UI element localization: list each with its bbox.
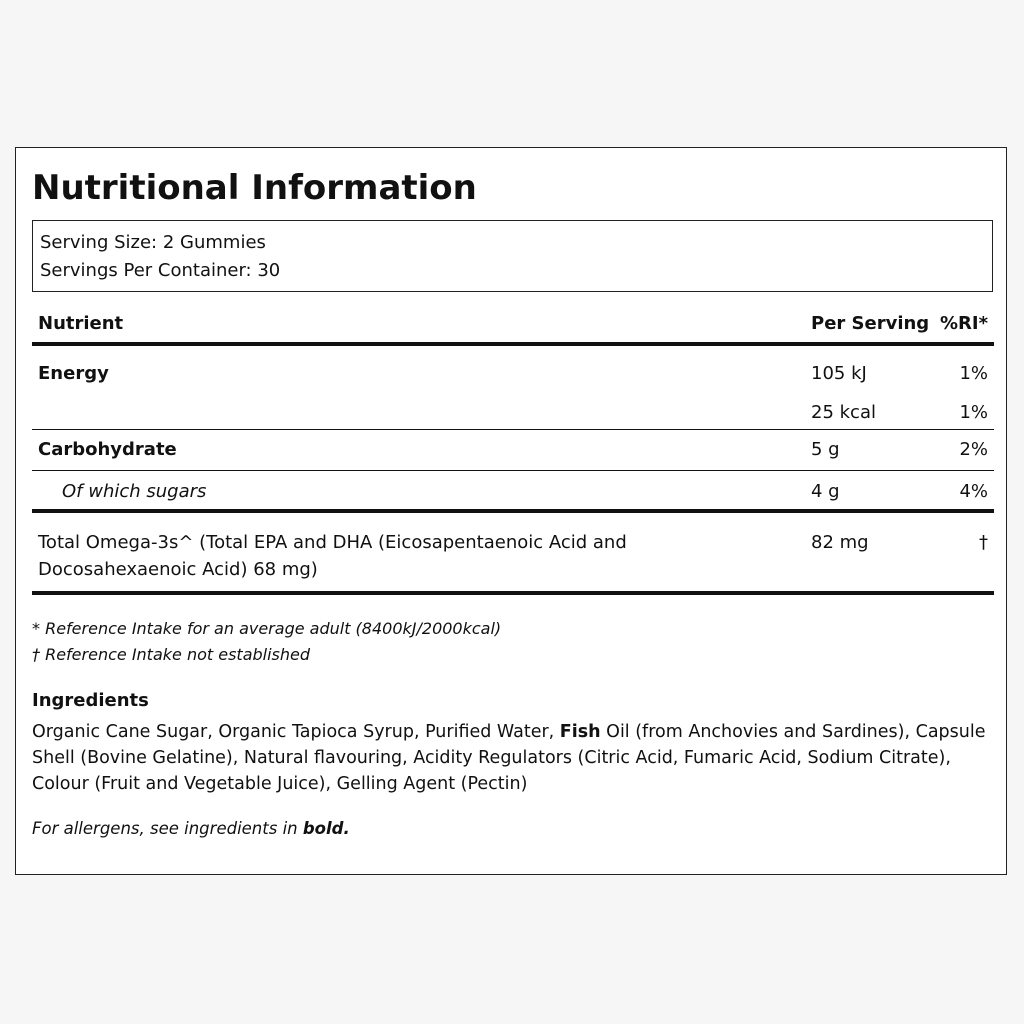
- table-row-omega: [32, 513, 994, 595]
- energy-kcal-ri: 1%: [959, 402, 988, 423]
- omega-ri: †: [979, 532, 988, 553]
- table-row-carbohydrate: [32, 430, 994, 471]
- allergen-note-bold: bold.: [302, 819, 350, 838]
- carbohydrate-label: Carbohydrate: [38, 439, 177, 460]
- omega-value: 82 mg: [811, 532, 869, 553]
- sugars-ri: 4%: [959, 481, 988, 502]
- footnote-not-established: † Reference Intake not established: [32, 645, 311, 664]
- ingredients-text: [32, 719, 997, 797]
- page-title: Nutritional Information: [32, 168, 477, 208]
- carbohydrate-value: 5 g: [811, 439, 840, 460]
- energy-kj-value: 105 kJ: [811, 363, 867, 384]
- table-row-sugars: [32, 471, 994, 513]
- footnote-ri: * Reference Intake for an average adult (8400kJ/2000kcal): [32, 619, 502, 638]
- energy-kj-ri: 1%: [959, 363, 988, 384]
- table-row-energy: [32, 346, 994, 430]
- serving-info-box: [32, 220, 993, 292]
- nutrition-panel: [15, 147, 1007, 875]
- footnotes: [32, 616, 501, 668]
- allergen-fish: Fish: [559, 722, 601, 742]
- omega-label: Total Omega-3s^ (Total EPA and DHA (Eicosapentaenoic Acid and Docosahexaenoic Acid) 68 mg): [38, 532, 627, 580]
- table-header-row: [32, 298, 994, 346]
- header-per-serving: Per Serving: [811, 313, 930, 334]
- ingredients-part-1: Organic Cane Sugar, Organic Tapioca Syrup, Purified Water,: [32, 722, 560, 742]
- header-ri: %RI*: [939, 313, 988, 334]
- ingredients-heading: Ingredients: [32, 690, 149, 711]
- header-nutrient: Nutrient: [38, 313, 124, 334]
- sugars-value: 4 g: [811, 481, 840, 502]
- allergen-note: [32, 816, 350, 842]
- servings-per-container: Servings Per Container: 30: [40, 260, 281, 281]
- energy-kcal-value: 25 kcal: [811, 402, 876, 423]
- energy-label: Energy: [38, 363, 109, 384]
- carbohydrate-ri: 2%: [959, 439, 988, 460]
- ingredients-part-2: Oil (from Anchovies and Sardines), Capsule Shell (Bovine Gelatine), Natural flavouring, Acidity Regulators (Citric Acid, Fumaric Acid, Sodium Citrate), Colour (Fruit and Vegetable Juice), Gelling Agent (Pectin): [32, 722, 986, 794]
- allergen-note-text: For allergens, see ingredients in: [32, 819, 303, 838]
- nutrition-table: [32, 298, 994, 595]
- sugars-label: Of which sugars: [62, 481, 207, 502]
- serving-size: Serving Size: 2 Gummies: [40, 232, 266, 253]
